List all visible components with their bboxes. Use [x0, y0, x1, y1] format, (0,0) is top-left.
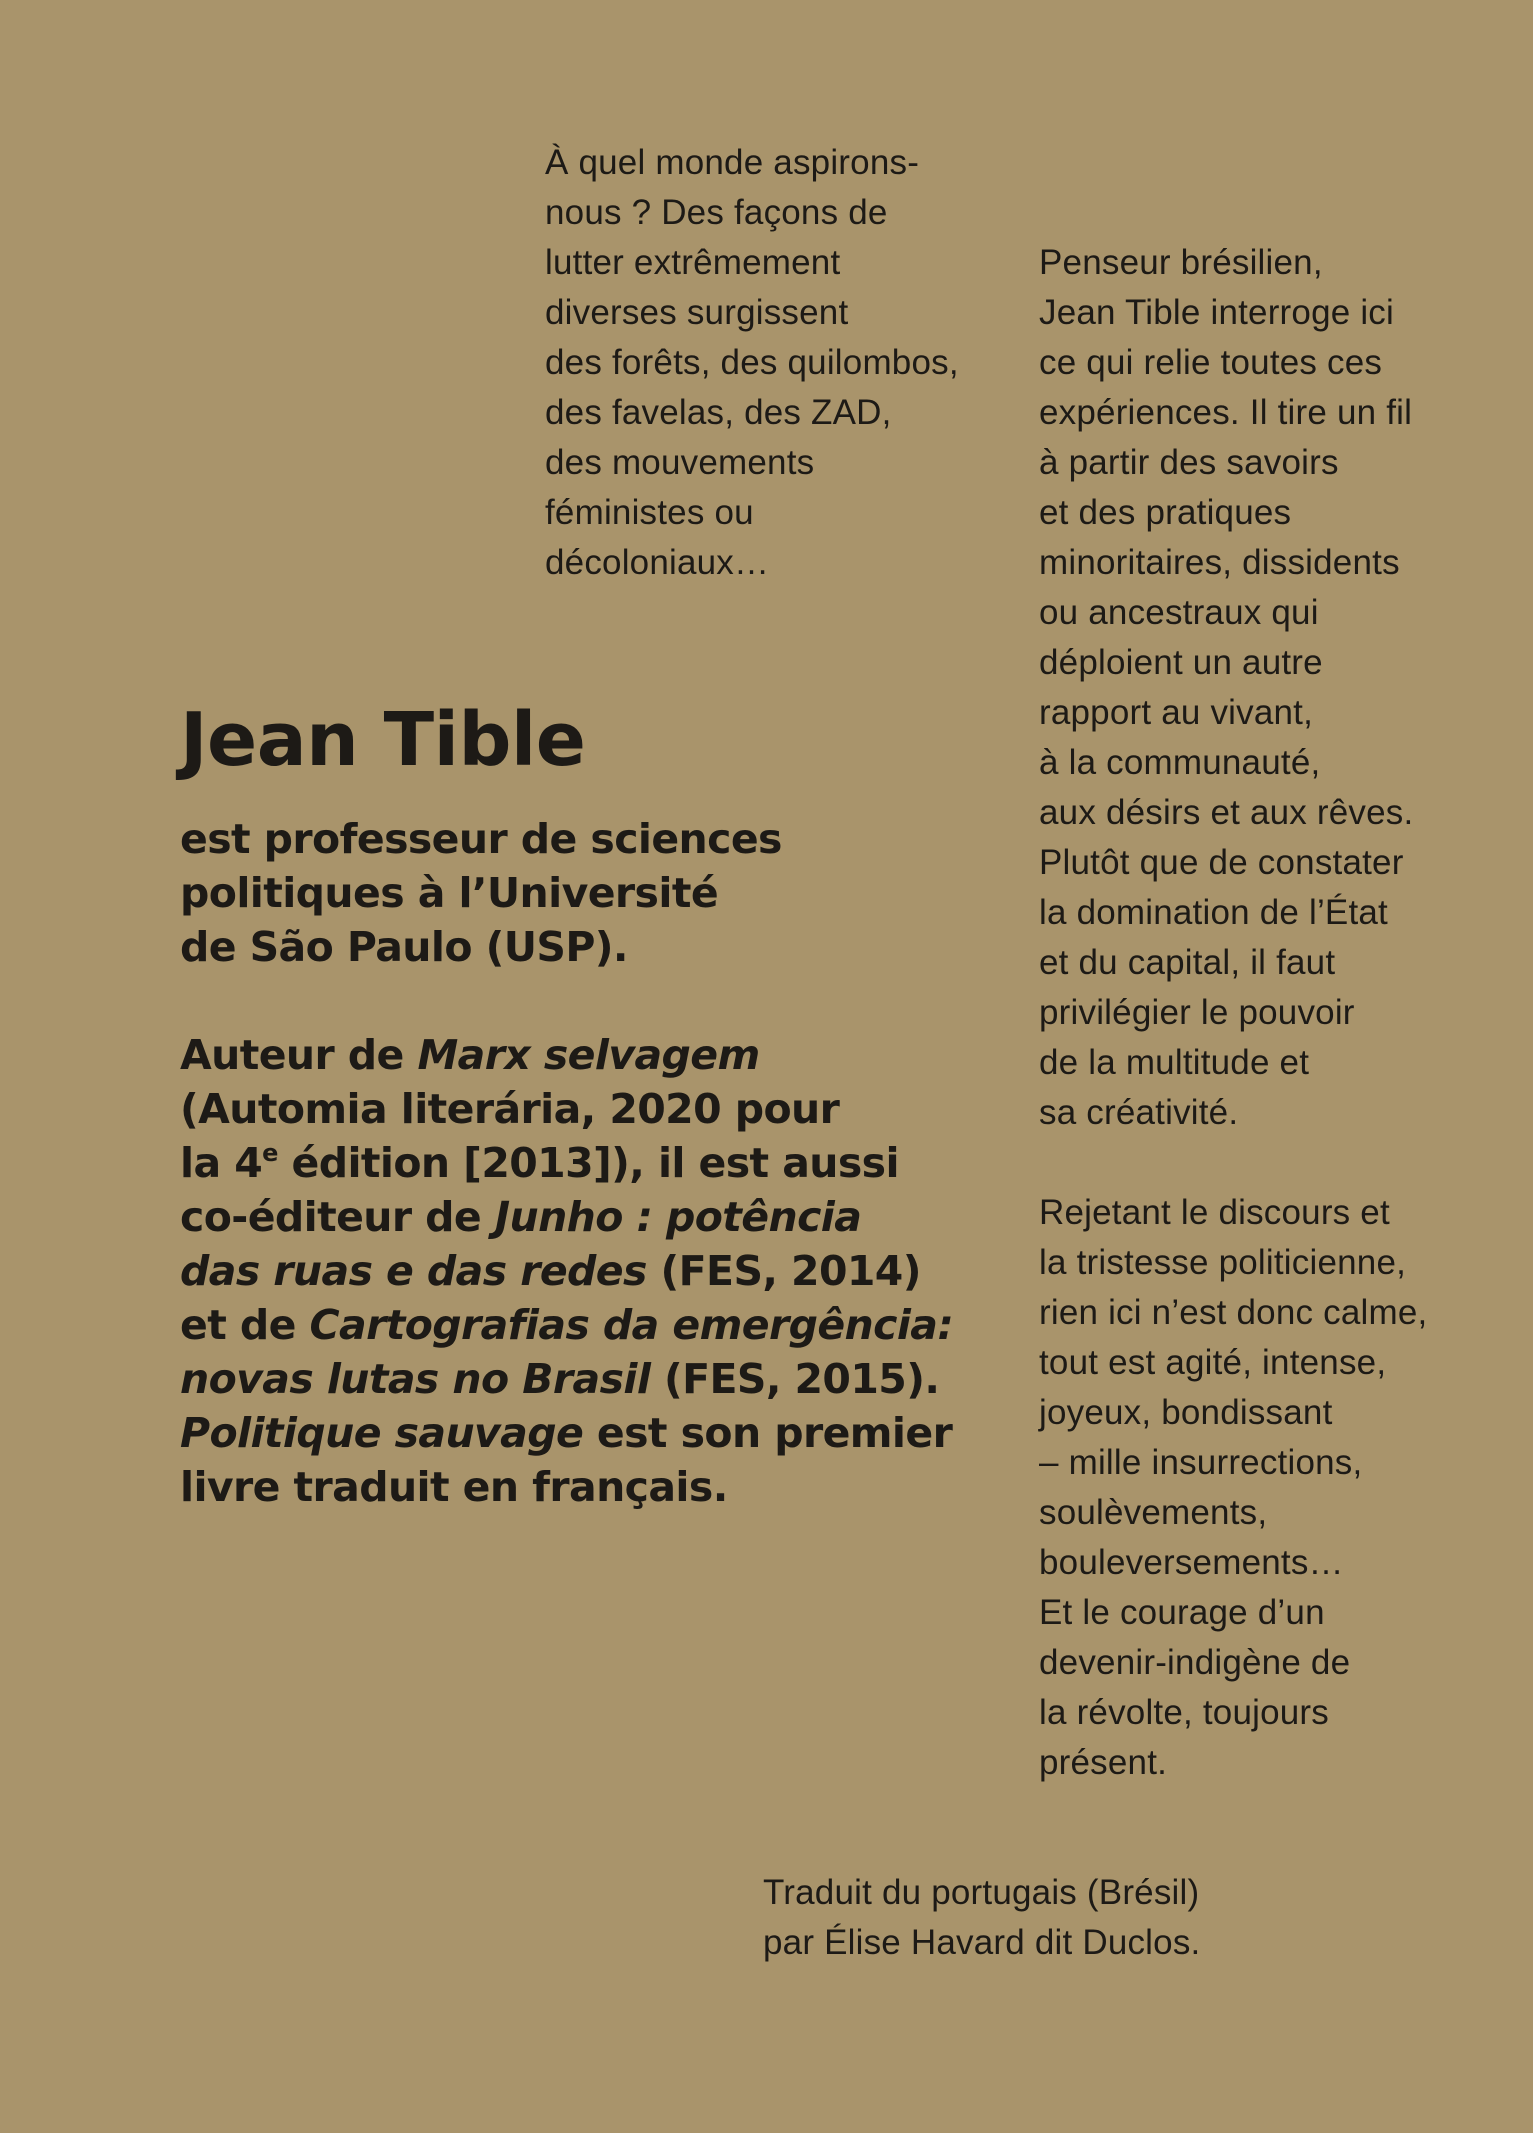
author-works-line	[180, 1406, 1020, 1460]
author-works-line	[180, 1352, 1020, 1406]
book-title-junho: Junho : potência	[494, 1193, 862, 1241]
description-line: et du capital, il faut	[1039, 943, 1336, 982]
description-line: aux désirs et aux rêves.	[1039, 793, 1414, 832]
works-text: co-éditeur de	[180, 1193, 495, 1241]
author-role	[180, 812, 1020, 974]
edition-superscript: e	[262, 1139, 278, 1167]
intro-line: des mouvements	[545, 443, 815, 482]
author-role-line: politiques à l’Université	[180, 869, 719, 917]
author-works-line	[180, 1028, 1020, 1082]
works-text: édition [2013]), il est aussi	[277, 1139, 899, 1187]
description-column	[1039, 238, 1509, 1788]
description-line: ce qui relie toutes ces	[1039, 343, 1383, 382]
description-paragraph-1	[1039, 238, 1509, 1138]
description-line: tout est agité, intense,	[1039, 1343, 1387, 1382]
author-works-line	[180, 1190, 1020, 1244]
works-text: (FES, 2014)	[646, 1247, 921, 1295]
book-title-cartografias-cont: novas lutas no Brasil	[180, 1355, 651, 1403]
description-line: bouleversements…	[1039, 1543, 1344, 1582]
description-line: minoritaires, dissidents	[1039, 543, 1400, 582]
description-line: – mille insurrections,	[1039, 1443, 1363, 1482]
author-works-line	[180, 1298, 1020, 1352]
description-line: sa créativité.	[1039, 1093, 1239, 1132]
intro-line: diverses surgissent	[545, 293, 849, 332]
translation-credit	[763, 1868, 1323, 1968]
description-line: Penseur brésilien,	[1039, 243, 1323, 282]
works-text: et de	[180, 1301, 310, 1349]
intro-line: décoloniaux…	[545, 543, 770, 582]
works-text: Auteur de	[180, 1031, 418, 1079]
intro-line: nous ? Des façons de	[545, 193, 888, 232]
intro-line: des favelas, des ZAD,	[545, 393, 892, 432]
description-line: rien ici n’est donc calme,	[1039, 1293, 1428, 1332]
description-line: expériences. Il tire un fil	[1039, 393, 1413, 432]
description-line: Plutôt que de constater	[1039, 843, 1404, 882]
description-line: de la multitude et	[1039, 1043, 1310, 1082]
description-line: Jean Tible interroge ici	[1039, 293, 1394, 332]
description-line: soulèvements,	[1039, 1493, 1268, 1532]
author-works-line: livre traduit en français.	[180, 1463, 728, 1511]
description-line: présent.	[1039, 1743, 1168, 1782]
description-line: à la communauté,	[1039, 743, 1321, 782]
description-line: devenir-indigène de	[1039, 1643, 1351, 1682]
author-bio	[180, 812, 1020, 1514]
book-title-politique-sauvage: Politique sauvage	[180, 1409, 584, 1457]
description-line: déploient un autre	[1039, 643, 1323, 682]
intro-line: des forêts, des quilombos,	[545, 343, 959, 382]
description-line: Et le courage d’un	[1039, 1593, 1325, 1632]
author-works-line: (Automia literária, 2020 pour	[180, 1085, 840, 1133]
author-name: Jean Tible	[180, 697, 586, 783]
works-text: (FES, 2015).	[650, 1355, 940, 1403]
works-text: est son premier	[583, 1409, 953, 1457]
description-line: la tristesse politicienne,	[1039, 1243, 1407, 1282]
description-line: privilégier le pouvoir	[1039, 993, 1355, 1032]
description-line: la révolte, toujours	[1039, 1693, 1329, 1732]
description-line: joyeux, bondissant	[1039, 1393, 1333, 1432]
works-text: la 4	[180, 1139, 263, 1187]
author-works	[180, 1028, 1020, 1514]
book-title-marx-selvagem: Marx selvagem	[417, 1031, 760, 1079]
description-paragraph-2	[1039, 1188, 1509, 1788]
intro-line: féministes ou	[545, 493, 754, 532]
description-line: à partir des savoirs	[1039, 443, 1339, 482]
description-line: Rejetant le discours et	[1039, 1193, 1390, 1232]
author-role-line: est professeur de sciences	[180, 815, 782, 863]
credit-line: par Élise Havard dit Duclos.	[763, 1923, 1201, 1962]
author-works-line	[180, 1244, 1020, 1298]
description-line: et des pratiques	[1039, 493, 1292, 532]
book-title-cartografias: Cartografias da emergência:	[309, 1301, 954, 1349]
credit-line: Traduit du portugais (Brésil)	[763, 1873, 1200, 1912]
book-title-junho-cont: das ruas e das redes	[180, 1247, 647, 1295]
author-works-line	[180, 1136, 1020, 1190]
author-role-line: de São Paulo (USP).	[180, 923, 628, 971]
description-line: rapport au vivant,	[1039, 693, 1314, 732]
intro-line: lutter extrêmement	[545, 243, 841, 282]
intro-line: À quel monde aspirons-	[545, 143, 920, 182]
description-line: la domination de l’État	[1039, 893, 1388, 932]
intro-text	[545, 138, 1015, 588]
description-line: ou ancestraux qui	[1039, 593, 1319, 632]
